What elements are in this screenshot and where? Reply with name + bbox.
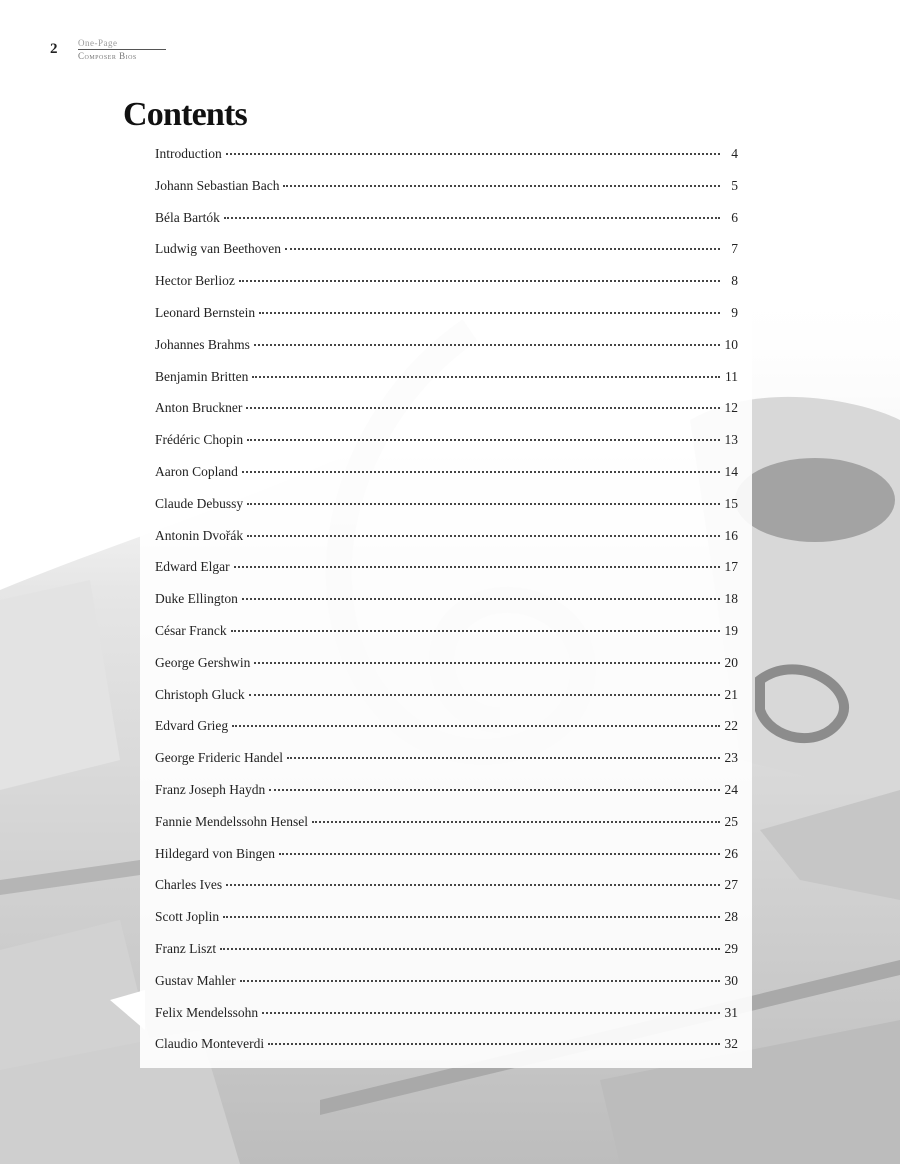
dot-leader bbox=[259, 312, 720, 314]
toc-entry-page: 11 bbox=[725, 368, 738, 384]
toc-entry[interactable] bbox=[155, 591, 738, 623]
toc-entry-page: 22 bbox=[724, 718, 738, 734]
toc-entry[interactable] bbox=[155, 941, 738, 973]
toc-entry-title: Béla Bartók bbox=[155, 209, 220, 225]
toc-entry-title: Ludwig van Beethoven bbox=[155, 241, 281, 257]
toc-entry-title: Introduction bbox=[155, 146, 222, 161]
toc-entry-page: 8 bbox=[731, 273, 738, 289]
toc-entry-title: Benjamin Britten bbox=[155, 368, 249, 384]
dot-leader bbox=[247, 439, 720, 441]
dot-leader bbox=[287, 757, 720, 759]
dot-leader bbox=[268, 1043, 720, 1045]
toc-entry-title: Felix Mendelssohn bbox=[155, 1004, 259, 1020]
dot-leader bbox=[249, 694, 720, 696]
dot-leader bbox=[220, 948, 720, 950]
dot-leader bbox=[262, 1012, 720, 1014]
toc-entry[interactable] bbox=[155, 178, 738, 210]
toc-entry-page: 31 bbox=[724, 1004, 738, 1020]
toc-entry-title: Aaron Copland bbox=[155, 463, 238, 479]
dot-leader bbox=[231, 630, 720, 632]
toc-entry-page: 28 bbox=[724, 909, 738, 925]
dot-leader bbox=[283, 185, 720, 187]
toc-entry[interactable] bbox=[155, 623, 738, 655]
toc-entry-page: 16 bbox=[724, 527, 738, 543]
dot-leader bbox=[240, 980, 720, 982]
toc-entry-title: Claude Debussy bbox=[155, 495, 244, 511]
toc-entry[interactable] bbox=[155, 337, 738, 369]
dot-leader bbox=[254, 344, 720, 346]
toc-entry[interactable] bbox=[155, 1036, 738, 1068]
toc-entry-page: 14 bbox=[724, 463, 738, 479]
toc-entry-page: 19 bbox=[724, 622, 738, 638]
toc-entry-page: 17 bbox=[724, 559, 738, 575]
dot-leader bbox=[232, 725, 720, 727]
dot-leader bbox=[242, 471, 720, 473]
book-title bbox=[78, 38, 238, 61]
dot-leader bbox=[226, 153, 720, 155]
toc-entry-page: 15 bbox=[724, 495, 738, 511]
toc-entry[interactable] bbox=[155, 146, 738, 178]
toc-entry-title: Franz Joseph Haydn bbox=[155, 781, 266, 797]
toc-entry-page: 6 bbox=[731, 209, 738, 225]
toc-entry-title: Claudio Monteverdi bbox=[155, 1036, 265, 1052]
toc-entry-page: 21 bbox=[724, 686, 738, 702]
toc-entry-page: 4 bbox=[731, 146, 738, 161]
toc-entry-title: Charles Ives bbox=[155, 877, 223, 893]
dot-leader bbox=[247, 535, 720, 537]
toc-entry-title: Johann Sebastian Bach bbox=[155, 177, 280, 193]
dot-leader bbox=[269, 789, 720, 791]
page-number: 2 bbox=[50, 41, 58, 57]
dot-leader bbox=[254, 662, 720, 664]
toc-entry[interactable] bbox=[155, 400, 738, 432]
toc-entry-page: 7 bbox=[731, 241, 738, 257]
toc-entry-title: Fannie Mendelssohn Hensel bbox=[155, 813, 308, 829]
toc-entry-title: Hildegard von Bingen bbox=[155, 845, 275, 861]
dot-leader bbox=[242, 598, 720, 600]
dot-leader bbox=[252, 376, 720, 378]
toc-entry[interactable] bbox=[155, 750, 738, 782]
toc-entry[interactable] bbox=[155, 814, 738, 846]
toc-entry-title: Johannes Brahms bbox=[155, 336, 250, 352]
header-rule bbox=[78, 49, 166, 50]
toc-entry[interactable] bbox=[155, 369, 738, 401]
page-title: Contents bbox=[123, 96, 247, 133]
toc-entry-title: Edvard Grieg bbox=[155, 718, 229, 734]
toc-entry-page: 30 bbox=[724, 972, 738, 988]
toc-entry-title: George Gershwin bbox=[155, 654, 251, 670]
table-of-contents bbox=[155, 146, 738, 1068]
toc-entry-page: 27 bbox=[724, 877, 738, 893]
toc-entry[interactable] bbox=[155, 655, 738, 687]
toc-entry-title: Gustav Mahler bbox=[155, 972, 236, 988]
toc-entry-page: 25 bbox=[724, 813, 738, 829]
toc-entry-page: 5 bbox=[731, 177, 738, 193]
toc-entry[interactable] bbox=[155, 464, 738, 496]
toc-entry-title: Antonin Dvořák bbox=[155, 527, 244, 543]
toc-entry[interactable] bbox=[155, 273, 738, 305]
toc-entry-title: Christoph Gluck bbox=[155, 686, 245, 702]
dot-leader bbox=[223, 916, 720, 918]
toc-entry-page: 10 bbox=[724, 336, 738, 352]
toc-entry[interactable] bbox=[155, 1005, 738, 1037]
toc-entry[interactable] bbox=[155, 559, 738, 591]
toc-entry[interactable] bbox=[155, 846, 738, 878]
toc-entry-page: 24 bbox=[724, 781, 738, 797]
toc-entry-page: 12 bbox=[724, 400, 738, 416]
toc-entry-page: 23 bbox=[724, 750, 738, 766]
toc-entry-page: 13 bbox=[724, 432, 738, 448]
toc-entry[interactable] bbox=[155, 877, 738, 909]
book-title-line2: Composer Bios bbox=[78, 51, 137, 61]
toc-entry[interactable] bbox=[155, 782, 738, 814]
toc-entry-title: Scott Joplin bbox=[155, 909, 220, 925]
dot-leader bbox=[234, 566, 720, 568]
toc-entry[interactable] bbox=[155, 528, 738, 560]
toc-entry[interactable] bbox=[155, 718, 738, 750]
toc-entry[interactable] bbox=[155, 687, 738, 719]
toc-entry-title: César Franck bbox=[155, 622, 227, 638]
toc-entry[interactable] bbox=[155, 496, 738, 528]
toc-entry-title: Edward Elgar bbox=[155, 559, 230, 575]
toc-entry[interactable] bbox=[155, 241, 738, 273]
toc-entry[interactable] bbox=[155, 432, 738, 464]
toc-entry-page: 29 bbox=[724, 940, 738, 956]
dot-leader bbox=[285, 248, 720, 250]
toc-entry-title: Anton Bruckner bbox=[155, 400, 243, 416]
toc-entry-title: Franz Liszt bbox=[155, 940, 217, 956]
dot-leader bbox=[247, 503, 720, 505]
dot-leader bbox=[312, 821, 720, 823]
dot-leader bbox=[246, 407, 720, 409]
toc-entry-page: 26 bbox=[724, 845, 738, 861]
toc-entry-title: Duke Ellington bbox=[155, 591, 238, 607]
toc-entry-page: 9 bbox=[731, 304, 738, 320]
toc-entry-title: George Frideric Handel bbox=[155, 750, 283, 766]
dot-leader bbox=[279, 853, 720, 855]
toc-entry[interactable] bbox=[155, 210, 738, 242]
toc-entry-page: 20 bbox=[724, 654, 738, 670]
toc-entry-page: 32 bbox=[724, 1036, 738, 1052]
toc-entry-title: Hector Berlioz bbox=[155, 273, 235, 289]
dot-leader bbox=[224, 217, 720, 219]
dot-leader bbox=[239, 280, 720, 282]
book-title-line1: One-Page bbox=[78, 38, 118, 48]
toc-entry[interactable] bbox=[155, 305, 738, 337]
dot-leader bbox=[226, 884, 720, 886]
toc-entry-title: Leonard Bernstein bbox=[155, 304, 256, 320]
toc-entry-page: 18 bbox=[724, 591, 738, 607]
toc-entry[interactable] bbox=[155, 909, 738, 941]
toc-entry[interactable] bbox=[155, 973, 738, 1005]
toc-entry-title: Frédéric Chopin bbox=[155, 432, 244, 448]
